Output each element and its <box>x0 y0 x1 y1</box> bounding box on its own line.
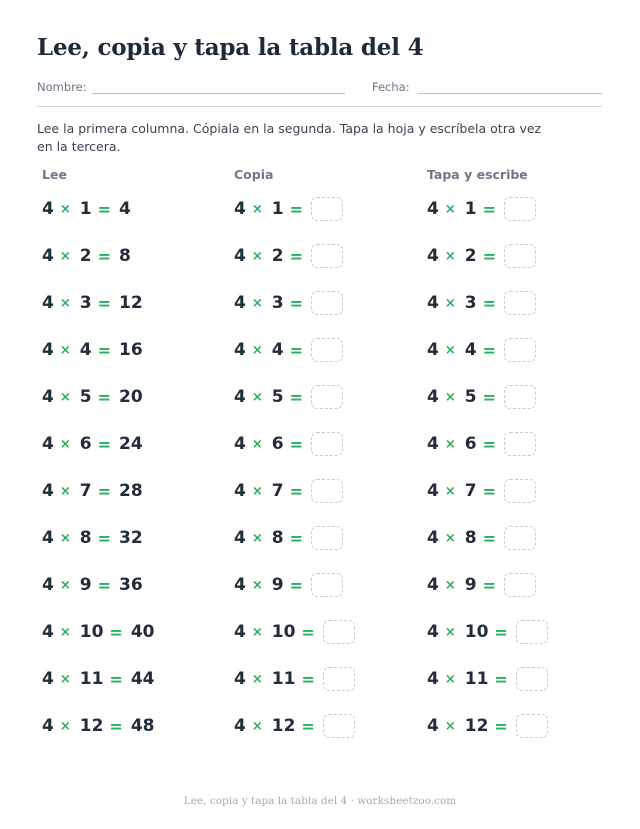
multiplier: 3 <box>79 293 92 313</box>
multiplicand: 4 <box>42 622 54 642</box>
product: 44 <box>130 669 155 689</box>
multiplicand: 4 <box>234 669 246 689</box>
equation-row-cover-write <box>427 476 536 506</box>
multiplicand: 4 <box>42 293 54 313</box>
multiplier: 2 <box>464 246 477 266</box>
multiplicand: 4 <box>42 481 54 501</box>
multiplier: 4 <box>79 340 92 360</box>
multiplier: 11 <box>464 669 489 689</box>
date-label: Fecha: <box>372 80 410 94</box>
times-symbol: × <box>59 389 71 405</box>
multiplier: 1 <box>464 199 477 219</box>
times-symbol: × <box>251 530 263 546</box>
equation-row-copy <box>234 664 355 694</box>
times-symbol: × <box>59 671 71 687</box>
equals-symbol: = <box>97 481 111 501</box>
answer-box[interactable] <box>323 620 355 644</box>
product: 28 <box>119 481 143 501</box>
answer-box[interactable] <box>504 479 536 503</box>
times-symbol: × <box>444 342 456 358</box>
equation-row-read <box>42 570 143 600</box>
multiplicand: 4 <box>42 246 54 266</box>
equation-row-read <box>42 429 143 459</box>
equation-row-cover-write <box>427 523 536 553</box>
equation-row-cover-write <box>427 335 536 365</box>
multiplicand: 4 <box>234 246 246 266</box>
multiplier: 1 <box>271 199 284 219</box>
equation-row-read <box>42 476 143 506</box>
times-symbol: × <box>59 342 71 358</box>
answer-box[interactable] <box>311 244 343 268</box>
times-symbol: × <box>251 389 263 405</box>
product: 4 <box>119 199 131 219</box>
footer: Lee, copia y tapa la tabla del 4 · worksheetzoo.com <box>183 795 457 807</box>
times-symbol: × <box>251 248 263 264</box>
equals-symbol: = <box>494 669 508 689</box>
times-symbol: × <box>251 342 263 358</box>
product: 32 <box>119 528 143 548</box>
answer-box[interactable] <box>516 714 548 738</box>
times-symbol: × <box>444 389 456 405</box>
multiplier: 7 <box>271 481 284 501</box>
equals-symbol: = <box>301 716 315 736</box>
answer-box[interactable] <box>504 385 536 409</box>
times-symbol: × <box>251 577 263 593</box>
column-header-copy: Copia <box>234 167 274 182</box>
multiplier: 9 <box>464 575 477 595</box>
multiplier: 11 <box>79 669 104 689</box>
multiplicand: 4 <box>427 716 439 736</box>
times-symbol: × <box>59 248 71 264</box>
multiplicand: 4 <box>427 387 439 407</box>
multiplicand: 4 <box>234 575 246 595</box>
times-symbol: × <box>59 530 71 546</box>
times-symbol: × <box>59 624 71 640</box>
multiplicand: 4 <box>42 434 54 454</box>
equation-row-cover-write <box>427 711 548 741</box>
answer-box[interactable] <box>504 291 536 315</box>
answer-box[interactable] <box>311 291 343 315</box>
column-header-read: Lee <box>42 167 67 182</box>
multiplicand: 4 <box>427 293 439 313</box>
multiplier: 12 <box>79 716 104 736</box>
multiplicand: 4 <box>234 528 246 548</box>
equation-row-copy <box>234 476 343 506</box>
instructions: Lee la primera columna. Cópiala en la segunda. Tapa la hoja y escríbela otra vez en la tercera. <box>37 121 542 154</box>
equals-symbol: = <box>97 246 111 266</box>
equals-symbol: = <box>97 199 111 219</box>
times-symbol: × <box>444 671 456 687</box>
equals-symbol: = <box>301 669 315 689</box>
multiplier: 2 <box>271 246 284 266</box>
answer-box[interactable] <box>504 432 536 456</box>
multiplicand: 4 <box>42 387 54 407</box>
multiplicand: 4 <box>234 622 246 642</box>
page-title: Lee, copia y tapa la tabla del 4 <box>37 34 424 61</box>
name-label: Nombre: <box>37 80 87 94</box>
multiplicand: 4 <box>427 528 439 548</box>
times-symbol: × <box>444 248 456 264</box>
multiplicand: 4 <box>427 669 439 689</box>
multiplier: 6 <box>271 434 284 454</box>
times-symbol: × <box>251 718 263 734</box>
equation-row-read <box>42 711 155 741</box>
product: 36 <box>119 575 143 595</box>
equation-row-read <box>42 617 155 647</box>
answer-box[interactable] <box>311 197 343 221</box>
answer-box[interactable] <box>311 338 343 362</box>
equals-symbol: = <box>289 199 303 219</box>
product: 48 <box>130 716 155 736</box>
multiplicand: 4 <box>427 481 439 501</box>
answer-box[interactable] <box>323 667 355 691</box>
equation-row-cover-write <box>427 664 548 694</box>
times-symbol: × <box>444 718 456 734</box>
multiplier: 4 <box>271 340 284 360</box>
equals-symbol: = <box>97 434 111 454</box>
column-header-cover-write: Tapa y escribe <box>427 167 528 182</box>
equation-row-cover-write <box>427 382 536 412</box>
equals-symbol: = <box>301 622 315 642</box>
equation-row-copy <box>234 335 343 365</box>
equation-row-cover-write <box>427 194 536 224</box>
answer-box[interactable] <box>504 338 536 362</box>
multiplier: 5 <box>464 387 477 407</box>
multiplicand: 4 <box>42 716 54 736</box>
multiplicand: 4 <box>427 199 439 219</box>
equation-row-copy <box>234 711 355 741</box>
product: 20 <box>119 387 143 407</box>
multiplier: 12 <box>271 716 296 736</box>
times-symbol: × <box>59 436 71 452</box>
times-symbol: × <box>444 624 456 640</box>
equation-row-copy <box>234 382 343 412</box>
equals-symbol: = <box>289 575 303 595</box>
multiplier: 8 <box>464 528 477 548</box>
multiplicand: 4 <box>234 481 246 501</box>
times-symbol: × <box>444 201 456 217</box>
equals-symbol: = <box>97 575 111 595</box>
times-symbol: × <box>59 577 71 593</box>
equation-row-cover-write <box>427 241 536 271</box>
divider <box>37 106 602 107</box>
equals-symbol: = <box>97 340 111 360</box>
times-symbol: × <box>59 718 71 734</box>
multiplier: 5 <box>79 387 92 407</box>
multiplier: 9 <box>79 575 92 595</box>
equals-symbol: = <box>482 387 496 407</box>
multiplicand: 4 <box>42 528 54 548</box>
equation-row-read <box>42 288 143 318</box>
times-symbol: × <box>444 436 456 452</box>
times-symbol: × <box>251 624 263 640</box>
multiplicand: 4 <box>234 340 246 360</box>
equation-row-cover-write <box>427 617 548 647</box>
times-symbol: × <box>251 671 263 687</box>
multiplier: 12 <box>464 716 489 736</box>
answer-box[interactable] <box>311 432 343 456</box>
times-symbol: × <box>444 295 456 311</box>
equals-symbol: = <box>289 246 303 266</box>
product: 12 <box>119 293 143 313</box>
equals-symbol: = <box>97 528 111 548</box>
times-symbol: × <box>251 201 263 217</box>
equals-symbol: = <box>289 481 303 501</box>
multiplier: 11 <box>271 669 296 689</box>
multiplicand: 4 <box>42 575 54 595</box>
times-symbol: × <box>251 295 263 311</box>
multiplier: 9 <box>271 575 284 595</box>
multiplicand: 4 <box>42 199 54 219</box>
answer-box[interactable] <box>311 526 343 550</box>
multiplier: 6 <box>79 434 92 454</box>
times-symbol: × <box>59 295 71 311</box>
equation-row-read <box>42 194 131 224</box>
multiplicand: 4 <box>42 340 54 360</box>
multiplicand: 4 <box>427 340 439 360</box>
equals-symbol: = <box>482 434 496 454</box>
equals-symbol: = <box>109 669 123 689</box>
equals-symbol: = <box>482 246 496 266</box>
times-symbol: × <box>444 530 456 546</box>
multiplicand: 4 <box>234 434 246 454</box>
equals-symbol: = <box>289 340 303 360</box>
multiplicand: 4 <box>427 246 439 266</box>
equation-row-read <box>42 335 143 365</box>
answer-box[interactable] <box>311 479 343 503</box>
multiplier: 10 <box>271 622 296 642</box>
equation-row-read <box>42 241 131 271</box>
multiplicand: 4 <box>234 199 246 219</box>
equation-row-copy <box>234 288 343 318</box>
equation-row-copy <box>234 194 343 224</box>
equals-symbol: = <box>97 387 111 407</box>
times-symbol: × <box>59 483 71 499</box>
equals-symbol: = <box>289 434 303 454</box>
equals-symbol: = <box>482 293 496 313</box>
multiplier: 10 <box>79 622 104 642</box>
times-symbol: × <box>444 577 456 593</box>
answer-box[interactable] <box>504 573 536 597</box>
equation-row-cover-write <box>427 288 536 318</box>
product: 16 <box>119 340 143 360</box>
multiplier: 8 <box>79 528 92 548</box>
equals-symbol: = <box>97 293 111 313</box>
equation-row-copy <box>234 523 343 553</box>
multiplicand: 4 <box>427 622 439 642</box>
multiplier: 6 <box>464 434 477 454</box>
times-symbol: × <box>444 483 456 499</box>
multiplicand: 4 <box>427 434 439 454</box>
multiplier: 2 <box>79 246 92 266</box>
equals-symbol: = <box>289 387 303 407</box>
equation-row-cover-write <box>427 570 536 600</box>
equation-row-copy <box>234 241 343 271</box>
equals-symbol: = <box>494 622 508 642</box>
answer-box[interactable] <box>516 667 548 691</box>
multiplier: 4 <box>464 340 477 360</box>
answer-box[interactable] <box>323 714 355 738</box>
multiplicand: 4 <box>42 669 54 689</box>
times-symbol: × <box>251 436 263 452</box>
multiplier: 3 <box>271 293 284 313</box>
equation-row-cover-write <box>427 429 536 459</box>
answer-box[interactable] <box>311 573 343 597</box>
multiplicand: 4 <box>427 575 439 595</box>
times-symbol: × <box>59 201 71 217</box>
equation-row-read <box>42 382 143 412</box>
equation-row-read <box>42 664 155 694</box>
equals-symbol: = <box>482 575 496 595</box>
equals-symbol: = <box>109 622 123 642</box>
answer-box[interactable] <box>504 526 536 550</box>
product: 8 <box>119 246 131 266</box>
equals-symbol: = <box>482 340 496 360</box>
multiplier: 10 <box>464 622 489 642</box>
equals-symbol: = <box>289 528 303 548</box>
answer-box[interactable] <box>504 197 536 221</box>
equals-symbol: = <box>494 716 508 736</box>
answer-box[interactable] <box>311 385 343 409</box>
multiplicand: 4 <box>234 293 246 313</box>
answer-box[interactable] <box>504 244 536 268</box>
equation-row-copy <box>234 429 343 459</box>
name-field[interactable] <box>92 93 345 94</box>
answer-box[interactable] <box>516 620 548 644</box>
equals-symbol: = <box>482 199 496 219</box>
equation-row-copy <box>234 617 355 647</box>
equals-symbol: = <box>289 293 303 313</box>
multiplier: 7 <box>79 481 92 501</box>
equation-row-read <box>42 523 143 553</box>
multiplier: 7 <box>464 481 477 501</box>
multiplicand: 4 <box>234 716 246 736</box>
date-field[interactable] <box>418 93 602 94</box>
equation-row-copy <box>234 570 343 600</box>
times-symbol: × <box>251 483 263 499</box>
multiplicand: 4 <box>234 387 246 407</box>
multiplier: 3 <box>464 293 477 313</box>
product: 24 <box>119 434 143 454</box>
equals-symbol: = <box>109 716 123 736</box>
multiplier: 1 <box>79 199 92 219</box>
multiplier: 5 <box>271 387 284 407</box>
multiplier: 8 <box>271 528 284 548</box>
equals-symbol: = <box>482 528 496 548</box>
product: 40 <box>130 622 155 642</box>
equals-symbol: = <box>482 481 496 501</box>
